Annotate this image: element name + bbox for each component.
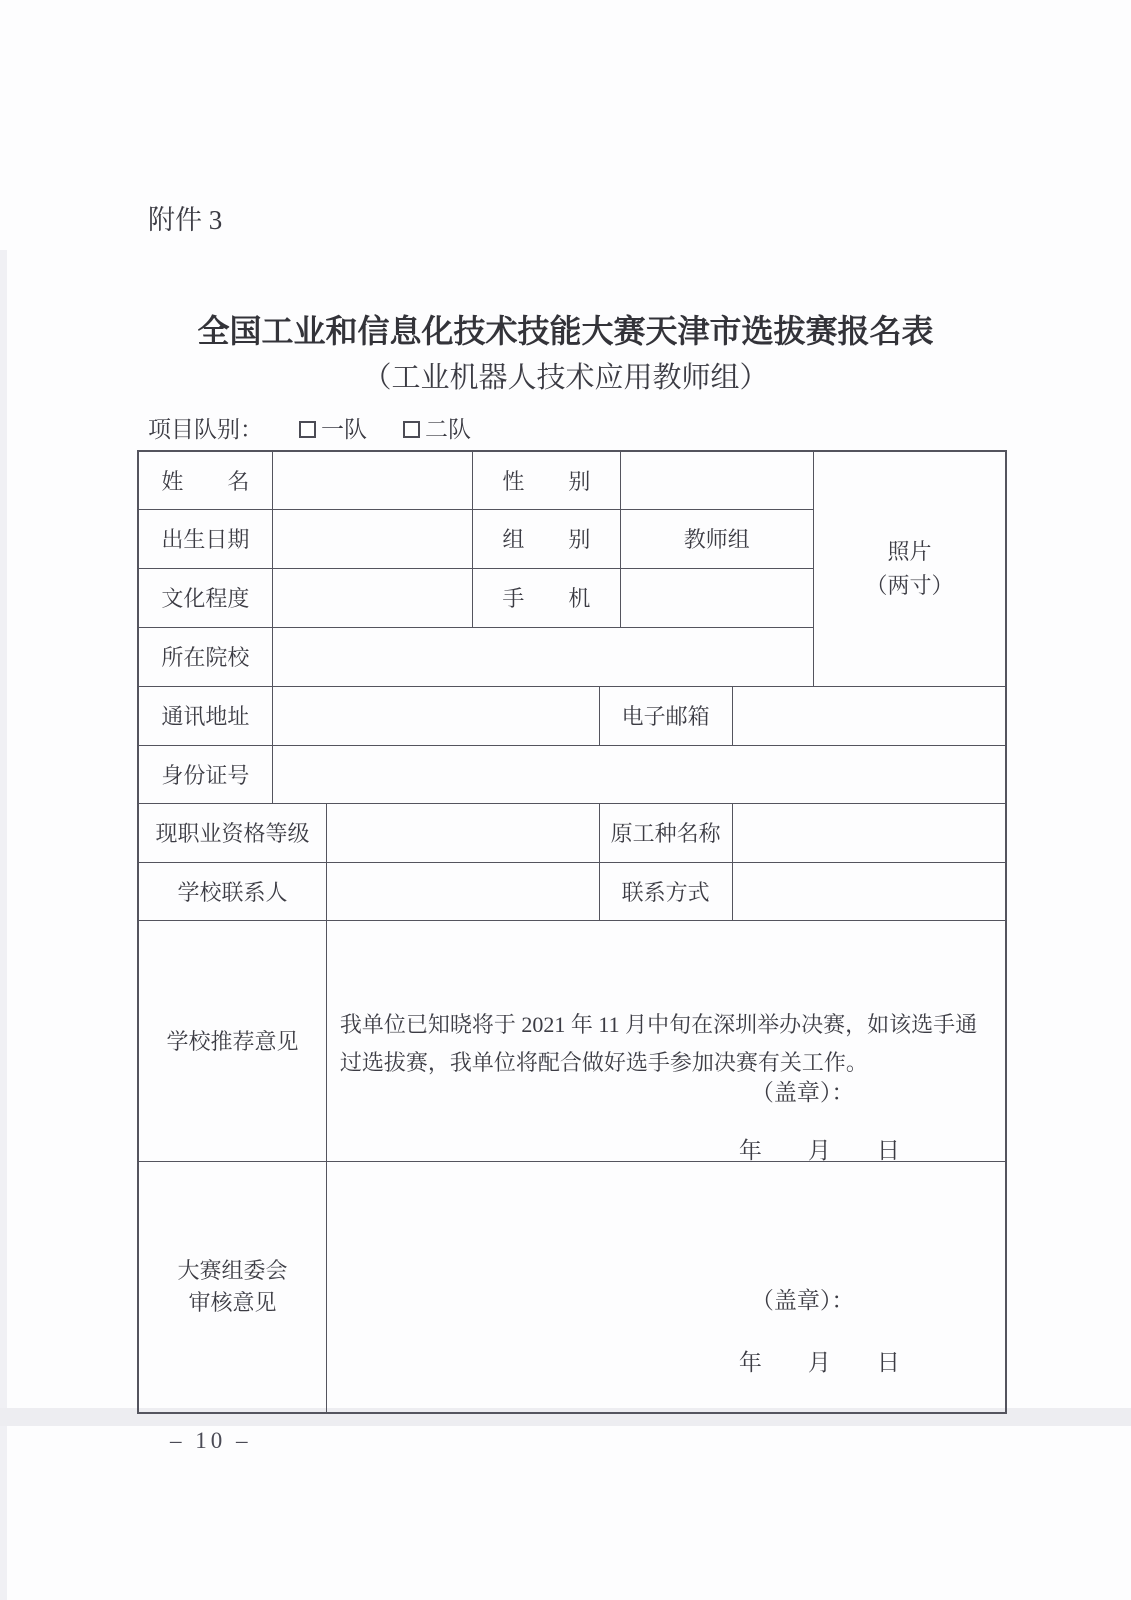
committee-review-content-cell[interactable] — [326, 1161, 1006, 1413]
contact-method-label-cell: 联系方式 — [599, 862, 732, 920]
qualification-label-cell: 现职业资格等级 — [138, 803, 326, 862]
table-row — [138, 1161, 1006, 1413]
committee-review-label-line1: 大赛组委会 — [177, 1257, 288, 1283]
gender-value-cell[interactable] — [620, 451, 813, 509]
school-contact-label-cell: 学校联系人 — [138, 862, 326, 920]
birth-date-value-cell[interactable] — [272, 509, 472, 568]
recommendation-statement: 我单位已知晓将于 2021 年 11 月中旬在深圳举办决赛，如该选手通过选拔赛，我单位将配合做好选手参加决赛有关工作。 — [339, 1012, 978, 1075]
table-row — [138, 920, 1006, 1161]
school-contact-value-cell[interactable] — [326, 862, 599, 920]
address-value-cell[interactable] — [272, 686, 599, 745]
name-value-cell[interactable] — [272, 451, 472, 509]
group-value-cell: 教师组 — [620, 509, 813, 568]
birth-date-label-cell: 出生日期 — [138, 509, 272, 568]
recommendation-date-line: 年 月 日 — [738, 1137, 900, 1161]
team-two-checkbox[interactable] — [403, 421, 420, 438]
qualification-value-cell[interactable] — [326, 803, 599, 862]
id-number-value-cell[interactable] — [272, 745, 1006, 803]
registration-table — [137, 450, 1007, 1414]
contact-method-value-cell[interactable] — [732, 862, 1006, 920]
id-number-label-cell: 身份证号 — [138, 745, 272, 803]
photo-label-line2: （两寸） — [865, 572, 954, 598]
team-selection-row — [148, 411, 848, 444]
table-row — [138, 451, 1006, 509]
committee-review-label-line2: 审核意见 — [188, 1289, 277, 1315]
recommendation-stamp-label: （盖章）： — [750, 1079, 855, 1105]
team-option-one[interactable] — [299, 417, 367, 442]
table-row — [138, 745, 1006, 803]
team-two-label: 二队 — [425, 417, 471, 442]
committee-stamp-label: （盖章）： — [750, 1287, 855, 1313]
form-title: 全国工业和信息化技术技能大赛天津市选拔赛报名表 — [197, 313, 934, 349]
school-recommendation-content-cell[interactable] — [326, 920, 1006, 1161]
table-row — [138, 862, 1006, 920]
attachment-label: 附件 3 — [148, 205, 223, 235]
team-selection-label: 项目队别： — [148, 417, 263, 442]
school-recommendation-label-cell: 学校推荐意见 — [138, 920, 326, 1161]
photo-label-line1: 照片 — [887, 538, 932, 564]
team-one-label: 一队 — [321, 417, 367, 442]
former-trade-label-cell: 原工种名称 — [599, 803, 732, 862]
address-label-cell: 通讯地址 — [138, 686, 272, 745]
table-row — [138, 803, 1006, 862]
former-trade-value-cell[interactable] — [732, 803, 1006, 862]
education-value-cell[interactable] — [272, 568, 472, 627]
page-number: – 10 – — [170, 1428, 252, 1453]
mobile-value-cell[interactable] — [620, 568, 813, 627]
name-label-cell: 姓 名 — [138, 451, 272, 509]
scan-edge-artifact-left — [0, 250, 7, 1600]
email-label-cell: 电子邮箱 — [599, 686, 732, 745]
mobile-label-cell: 手 机 — [473, 568, 620, 627]
group-label-cell: 组 别 — [473, 509, 620, 568]
team-option-two[interactable] — [403, 417, 471, 442]
form-subtitle: （工业机器人技术应用教师组） — [362, 362, 769, 394]
gender-label-cell: 性 别 — [473, 451, 620, 509]
education-label-cell: 文化程度 — [138, 568, 272, 627]
school-value-cell[interactable] — [272, 627, 813, 686]
committee-review-label-cell — [138, 1161, 326, 1413]
photo-placeholder-cell — [814, 451, 1007, 686]
team-one-checkbox[interactable] — [299, 421, 316, 438]
school-label-cell: 所在院校 — [138, 627, 272, 686]
table-row — [138, 686, 1006, 745]
committee-date-line: 年 月 日 — [738, 1349, 900, 1375]
email-value-cell[interactable] — [732, 686, 1006, 745]
